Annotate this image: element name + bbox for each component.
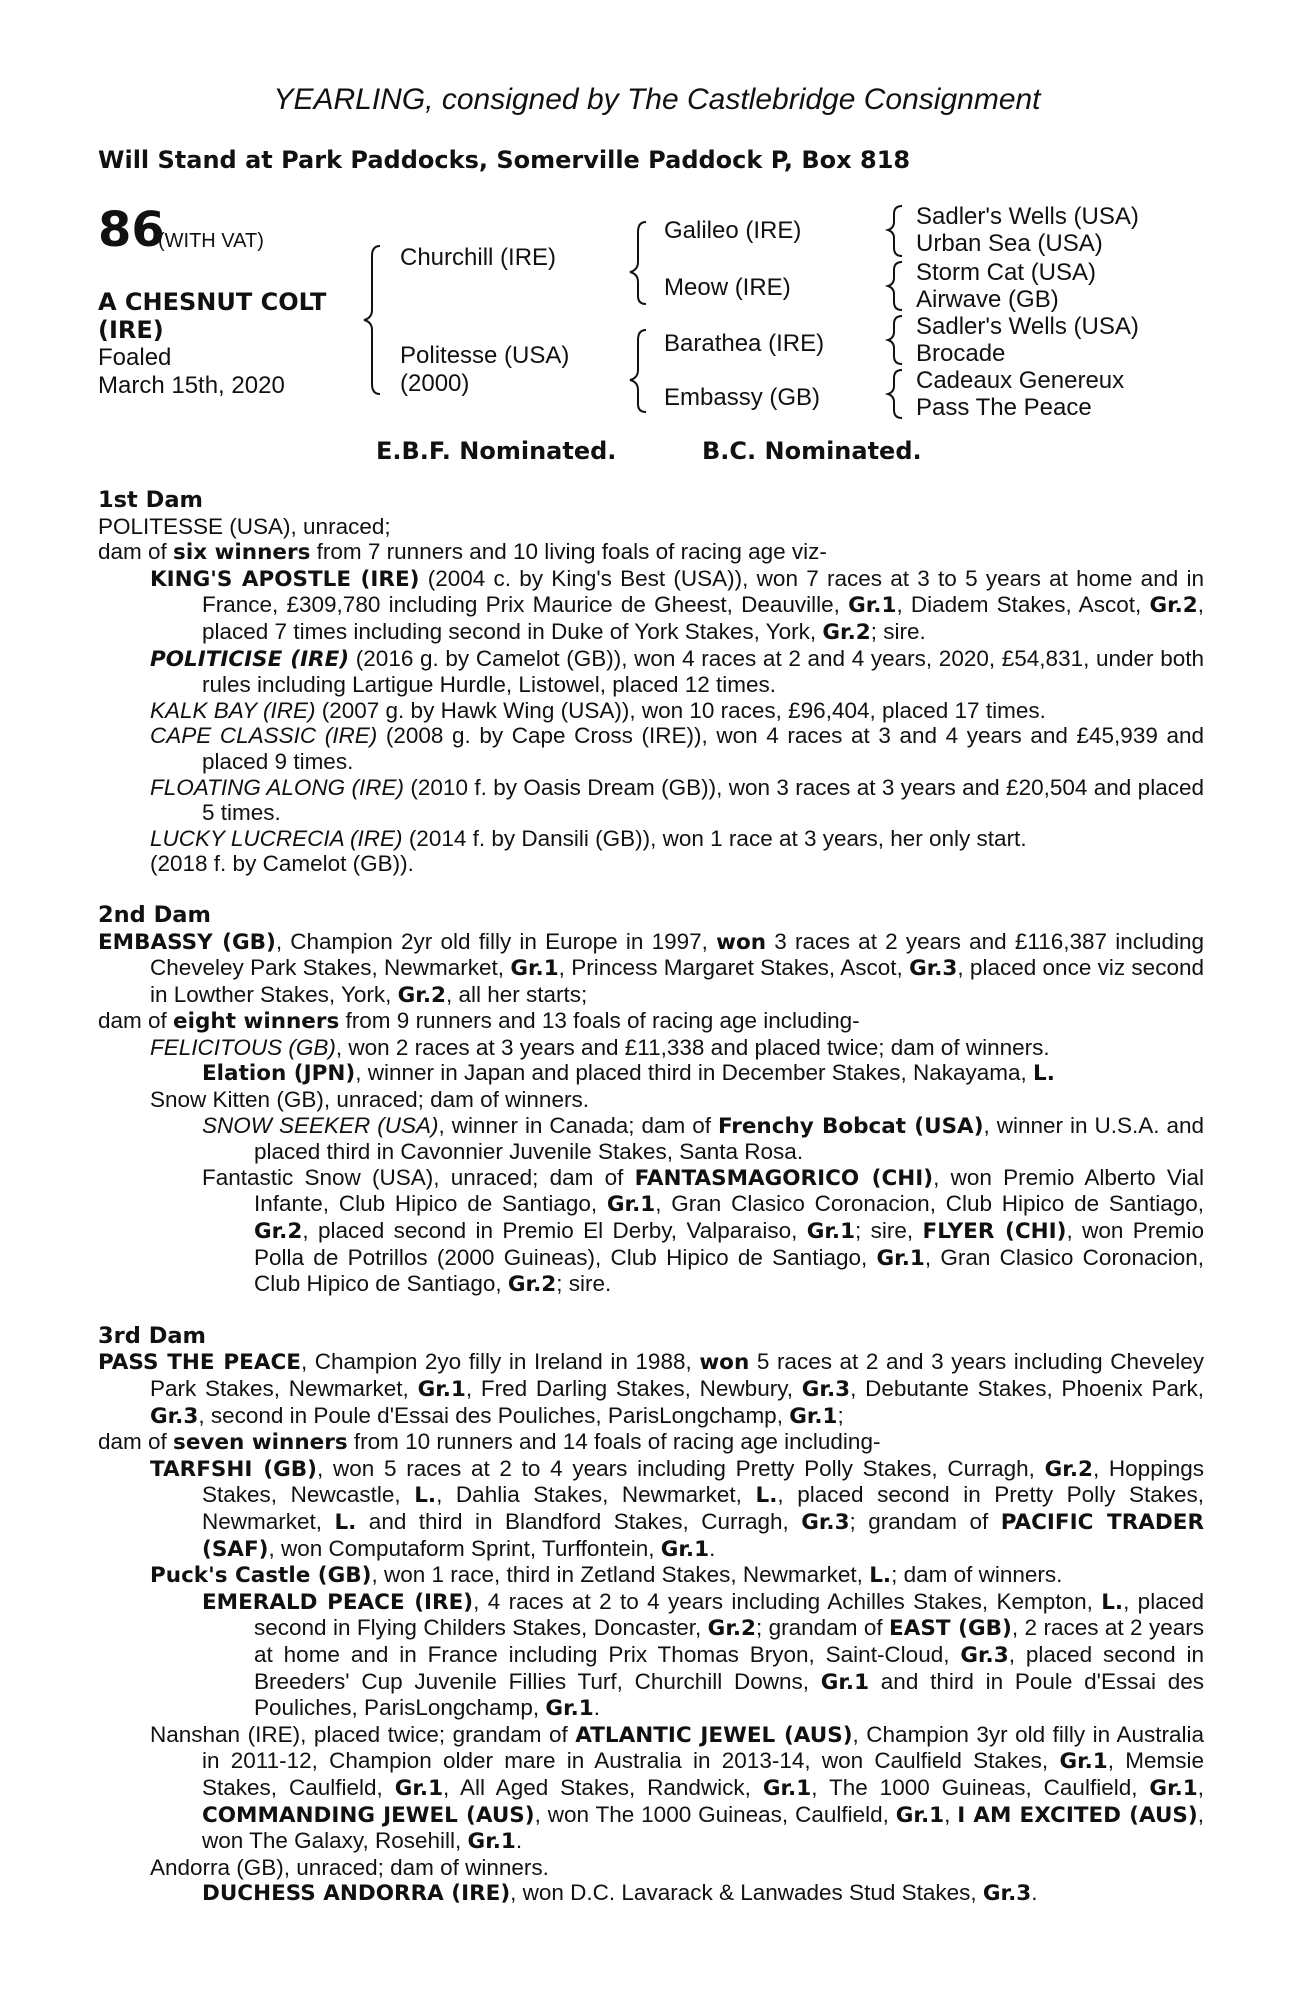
dam-sire-sire: Sadler's Wells (USA) — [916, 313, 1139, 340]
bc-nominated: B.C. Nominated. — [702, 437, 922, 465]
progeny-nanshan: Nanshan (IRE), placed twice; grandam of ATLANTIC JEWEL (AUS), Champion 3yr old filly in Australia in 2011-12, Champion older mare in Australia in 2013-14, won Caulfield Stakes, Gr.1, Memsie Stakes, Caulfield, Gr.1, All Aged Stakes, Randwick, Gr.1, The 1000 Guineas, Caulfield, Gr.1, COMMANDING JEWEL (AUS), won The 1000 Guineas, Caulfield, Gr.1, I AM EXCITED (AUS), won The Galaxy, Rosehill, Gr.1. — [150, 1721, 1205, 1855]
progeny-felicitous: FELICITOUS (GB), won 2 races at 3 years and £11,338 and placed twice; dam of winners. — [150, 1034, 1050, 1060]
catalogue-body — [98, 488, 1204, 1907]
progeny-kings-apostle: KING'S APOSTLE (IRE) (2004 c. by King's Best (USA)), won 7 races at 3 to 5 years at home and in France, £309,780 including Prix Maurice de Gheest, Deauville, Gr.1, Diadem Stakes, Ascot, Gr.2, placed 7 times including second in Duke of York Stakes, York, Gr.2; sire. — [150, 565, 1205, 645]
progeny-cape-classic: CAPE CLASSIC (IRE) (2008 g. by Cape Cross (IRE)), won 4 races at 3 and 4 years and £45,939 and placed 9 times. — [150, 723, 1204, 774]
progeny-duchess-andorra: DUCHESS ANDORRA (IRE), won D.C. Lavarack & Lanwades Stud Stakes, Gr.3. — [202, 1880, 1038, 1907]
dam-name: Politesse (USA) — [400, 342, 570, 369]
third-dam-heading: 3rd Dam — [98, 1322, 206, 1349]
lot-number: 86 — [98, 202, 165, 258]
dam-year: (2000) — [400, 370, 470, 397]
first-dam-heading: 1st Dam — [98, 487, 203, 513]
sire-name: Churchill (IRE) — [400, 244, 557, 271]
sire-sire-sire: Sadler's Wells (USA) — [916, 203, 1139, 230]
foaled-label: Foaled — [98, 344, 172, 371]
progeny-emerald-peace: EMERALD PEACE (IRE), 4 races at 2 to 4 years including Achilles Stakes, Kempton, L., placed second in Flying Childers Stakes, Doncaster, Gr.2; grandam of EAST (GB), 2 races at 2 years at home and in France including Prix Thomas Bryon, Saint-Cloud, Gr.3, placed second in Breeders' Cup Juvenile Fillies Turf, Churchill Downs, Gr.1 and third in Poule d'Essai des Pouliches, ParisLongchamp, Gr.1. — [202, 1588, 1205, 1722]
third-dam-pass-the-peace: PASS THE PEACE, Champion 2yo filly in Ireland in 1988, won 5 races at 2 and 3 years including Cheveley Park Stakes, Newmarket, Gr.1, Fred Darling Stakes, Newbury, Gr.3, Debutante Stakes, Phoenix Park, Gr.3, second in Poule d'Essai des Pouliches, ParisLongchamp, Gr.1; — [98, 1349, 1205, 1429]
progeny-lucky-lucrecia: LUCKY LUCRECIA (IRE) (2014 f. by Dansili (GB)), won 1 race at 3 years, her only start. — [150, 825, 1027, 851]
lot-description: A CHESNUT COLT — [98, 288, 327, 316]
dam-sire-dam: Brocade — [916, 340, 1006, 367]
stand-info: Will Stand at Park Paddocks, Somerville Paddock P, Box 818 — [98, 146, 911, 174]
second-dam-summary: dam of eight winners from 9 runners and 13 foals of racing age including- — [98, 1008, 860, 1035]
vat-note: (WITH VAT) — [158, 230, 264, 252]
progeny-floating-along: FLOATING ALONG (IRE) (2010 f. by Oasis Dream (GB)), won 3 races at 3 years and £20,504 and placed 5 times. — [150, 774, 1204, 826]
sire-sire-dam: Urban Sea (USA) — [916, 230, 1103, 257]
foaled-date: March 15th, 2020 — [98, 372, 285, 399]
progeny-2018-foal: (2018 f. by Camelot (GB)). — [150, 851, 414, 877]
progeny-tarfshi: TARFSHI (GB), won 5 races at 2 to 4 years including Pretty Polly Stakes, Curragh, Gr.2, Hoppings Stakes, Newcastle, L., Dahlia Stakes, Newmarket, L., placed second in Pretty Polly Stakes, Newmarket, L. and third in Blandford Stakes, Curragh, Gr.3; grandam of PACIFIC TRADER (SAF), won Computaform Sprint, Turffontein, Gr.1. — [150, 1455, 1205, 1562]
dam-dam-sire: Cadeaux Genereux — [916, 367, 1125, 394]
sire-dam-sire: Storm Cat (USA) — [916, 259, 1097, 286]
first-dam-summary: dam of six winners from 7 runners and 10 living foals of racing age viz- — [98, 539, 827, 566]
progeny-andorra: Andorra (GB), unraced; dam of winners. — [150, 1854, 549, 1880]
progeny-fantastic-snow: Fantastic Snow (USA), unraced; dam of FANTASMAGORICO (CHI), won Premio Alberto Vial Infante, Club Hipico de Santiago, Gr.1, Gran Clasico Coronacion, Club Hipico de Santiago, Gr.2, placed second in Premio El Derby, Valparaiso, Gr.1; sire, FLYER (CHI), won Premio Polla de Potrillos (2000 Guineas), Club Hipico de Santiago, Gr.1, Gran Clasico Coronacion, Club Hipico de Santiago, Gr.2; sire. — [202, 1164, 1205, 1298]
sire-dam: Meow (IRE) — [664, 274, 791, 301]
first-dam-intro: POLITESSE (USA), unraced; — [98, 513, 391, 539]
dam-dam: Embassy (GB) — [664, 384, 821, 411]
third-dam-summary: dam of seven winners from 10 runners and 14 foals of racing age including- — [98, 1429, 881, 1456]
progeny-pucks-castle: Puck's Castle (GB), won 1 race, third in Zetland Stakes, Newmarket, L.; dam of winners. — [150, 1562, 1063, 1589]
sire-sire: Galileo (IRE) — [664, 217, 802, 244]
second-dam-embassy: EMBASSY (GB), Champion 2yr old filly in Europe in 1997, won 3 races at 2 years and £116,387 including Cheveley Park Stakes, Newmarket, Gr.1, Princess Margaret Stakes, Ascot, Gr.3, placed once viz second in Lowther Stakes, York, Gr.2, all her starts; — [98, 928, 1205, 1008]
progeny-snow-seeker: SNOW SEEKER (USA), winner in Canada; dam of Frenchy Bobcat (USA), winner in U.S.A. and placed third in Cavonnier Juvenile Stakes, Santa Rosa. — [202, 1112, 1205, 1165]
progeny-snow-kitten: Snow Kitten (GB), unraced; dam of winners. — [150, 1087, 589, 1113]
progeny-politicise: POLITICISE (IRE) (2016 g. by Camelot (GB)), won 4 races at 2 and 4 years, 2020, £54,831, under both rules including Lartigue Hurdle, Listowel, placed 12 times. — [150, 645, 1204, 698]
lot-origin: (IRE) — [98, 316, 164, 344]
progeny-elation: Elation (JPN), winner in Japan and placed third in December Stakes, Nakayama, L. — [202, 1060, 1055, 1087]
second-dam-heading: 2nd Dam — [98, 901, 211, 928]
progeny-kalk-bay: KALK BAY (IRE) (2007 g. by Hawk Wing (USA)), won 10 races, £96,404, placed 17 times. — [150, 697, 1046, 723]
sire-dam-dam: Airwave (GB) — [916, 286, 1059, 313]
ebf-nominated: E.B.F. Nominated. — [376, 437, 617, 465]
dam-dam-dam: Pass The Peace — [916, 394, 1092, 421]
consignor-line: YEARLING, consigned by The Castlebridge Consignment — [273, 83, 1041, 116]
dam-sire: Barathea (IRE) — [664, 330, 825, 357]
